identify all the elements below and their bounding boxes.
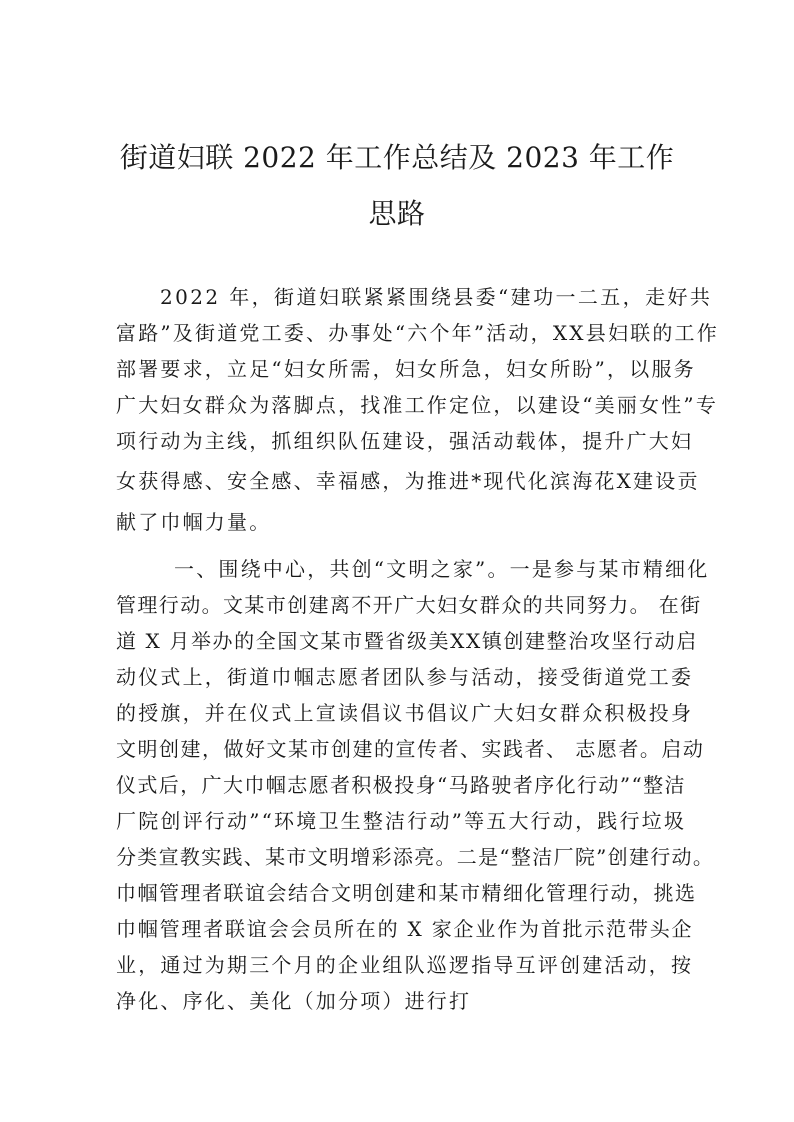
body-line: 女获得感、安全感、幸福感，为推进*现代化滨海花X建设贡 — [116, 469, 700, 493]
body-line: 分类宣教实践、某市文明增彩添亮。二是“整洁厂院”创建行动。 — [116, 845, 715, 869]
body-line: 管理行动。文某市创建离不开广大妇女群众的共同努力。 在街 — [116, 593, 702, 617]
body-line: 文明创建，做好文某市创建的宣传者、实践者、 志愿者。启动 — [116, 737, 705, 761]
body-line: 广大妇女群众为落脚点，找准工作定位，以建设“美丽女性”专 — [116, 393, 719, 417]
body-line: 业，通过为期三个月的企业组队巡逻指导互评创建活动，按 — [116, 953, 694, 977]
body-line: 净化、序化、美化（加分项）进行打 — [116, 989, 472, 1013]
body-line: 仪式后，广大巾帼志愿者积极投身“马路驶者序化行动”“整洁 — [116, 773, 686, 797]
body-line: 献了巾帼力量。 — [116, 510, 272, 534]
body-line: 项行动为主线，抓组织队伍建设，强活动载体，提升广大妇 — [116, 429, 694, 453]
body-line: 厂院创评行动”“环境卫生整洁行动”等五大行动，践行垃圾 — [116, 809, 687, 833]
body-line: 巾帼管理者联谊会会员所在的 X 家企业作为首批示范带头企 — [116, 917, 694, 941]
body-line: 的授旗，并在仪式上宣读倡议书倡议广大妇女群众积极投身 — [116, 701, 694, 725]
body-line: 部署要求，立足“妇女所需，妇女所急，妇女所盼”，以服务 — [116, 357, 696, 381]
body-line: 巾帼管理者联谊会结合文明创建和某市精细化管理行动，挑选 — [116, 881, 697, 905]
document-title-line-2: 思路 — [368, 197, 426, 230]
body-line: 一、围绕中心，共创“文明之家”。一是参与某市精细化 — [174, 557, 710, 581]
body-line: 2022 年，街道妇联紧紧围绕县委“建功一二五，走好共 — [160, 285, 713, 309]
body-line: 动仪式上，街道巾帼志愿者团队参与活动，接受街道党工委 — [116, 665, 694, 689]
document-title-line-1: 街道妇联 2022 年工作总结及 2023 年工作 — [119, 141, 675, 174]
body-line: 道 X 月举办的全国文某市暨省级美XX镇创建整治攻坚行动启 — [116, 629, 698, 653]
body-line: 富路”及街道党工委、办事处“六个年”活动，XX县妇联的工作 — [116, 321, 719, 345]
